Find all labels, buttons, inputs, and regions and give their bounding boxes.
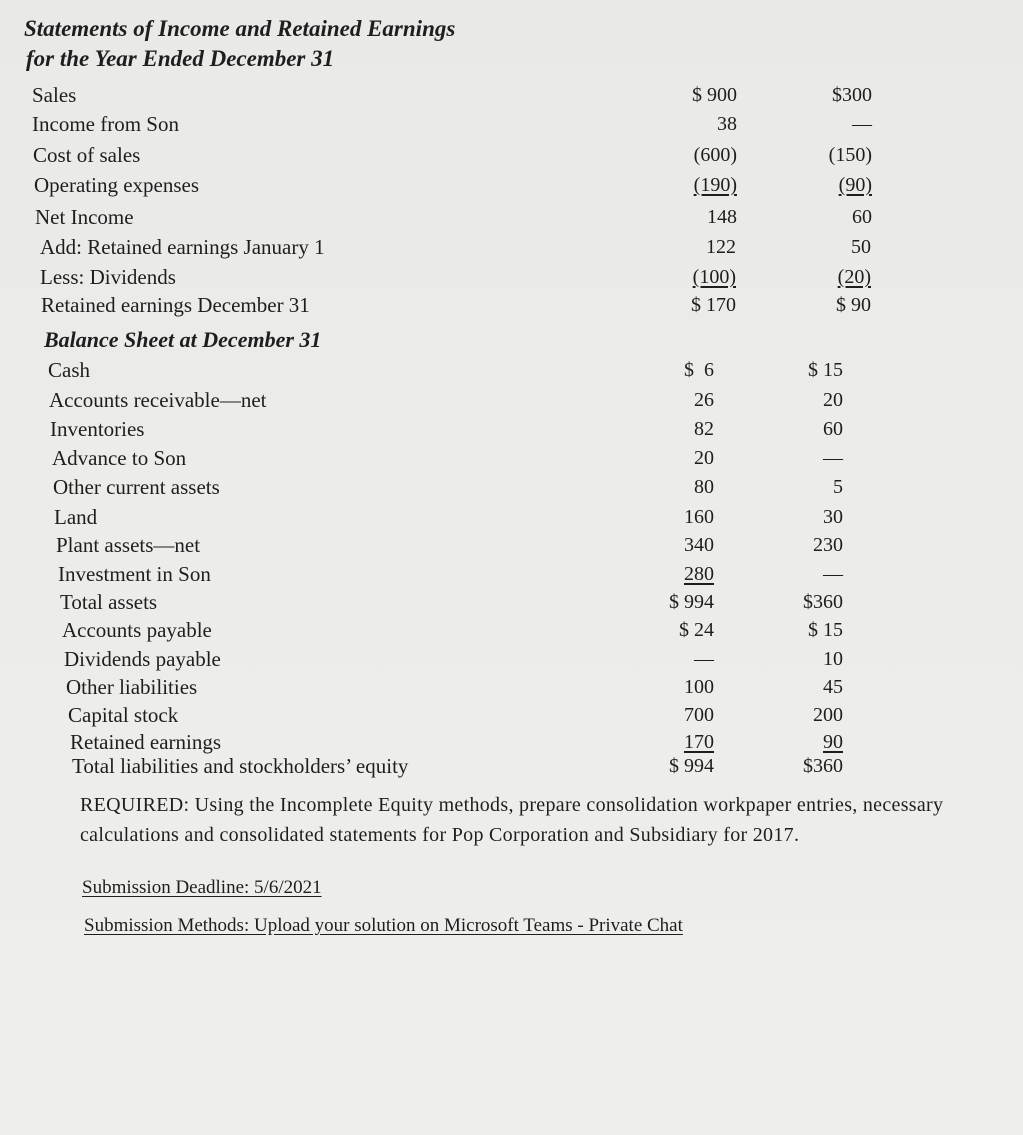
table-row [41,292,901,320]
son-value: 60 [823,418,843,440]
son-value: 10 [823,648,843,670]
son-value: — [823,447,843,469]
son-value: $360 [803,591,843,613]
table-row [53,474,913,502]
row-label: Investment in Son [58,562,211,586]
row-label: Accounts payable [62,618,212,642]
pop-value: 160 [684,506,714,528]
balance-sheet-title: Balance Sheet at December 31 [44,327,322,352]
table-row [72,753,932,781]
row-label: Income from Son [32,112,179,136]
son-value: $ 90 [836,294,871,316]
row-label: Capital stock [68,703,179,727]
row-label: Dividends payable [64,647,221,671]
row-label: Less: Dividends [40,265,176,289]
table-row [40,234,900,262]
row-label: Land [54,505,98,529]
pop-value: $ 994 [669,591,714,613]
income-statement-title: Statements of Income and Retained Earnings [24,16,456,41]
son-value: (90) [838,174,872,196]
row-label: Net Income [35,205,134,229]
row-label: Operating expenses [34,173,200,197]
pop-value: $ 170 [691,294,736,316]
son-value: (20) [837,266,871,288]
son-value: $360 [803,755,843,777]
row-label: Other current assets [53,475,220,499]
table-row [60,589,920,617]
son-value: 230 [813,534,843,556]
son-value: 5 [833,476,843,498]
pop-value: 122 [706,236,736,258]
pop-value: 82 [694,418,714,440]
table-row [68,702,928,730]
son-value: 45 [823,676,843,698]
pop-value: $ 6 [684,359,714,381]
table-row [48,357,908,385]
row-label: Add: Retained earnings January 1 [40,235,325,259]
row-label: Retained earnings December 31 [41,293,310,317]
table-row [32,82,892,110]
son-value: — [852,113,872,135]
son-value: — [823,563,843,585]
row-label: Total assets [60,590,158,614]
son-value: 90 [823,731,843,753]
pop-value: 340 [684,534,714,556]
row-label: Other liabilities [66,675,198,699]
income-statement-subtitle: for the Year Ended December 31 [26,46,335,71]
pop-value: 80 [694,476,714,498]
son-value: $300 [832,84,872,106]
pop-value: 280 [684,563,714,585]
pop-value: 100 [684,676,714,698]
table-row [64,646,924,674]
pop-value: (100) [692,266,736,288]
submission-methods: Submission Methods: Upload your solution on Microsoft Teams - Private Chat [84,915,683,936]
table-row [54,504,914,532]
table-row [40,264,900,292]
submission-deadline: Submission Deadline: 5/6/2021 [82,877,322,898]
pop-value: $ 24 [679,619,714,641]
row-label: Accounts receivable—net [49,388,267,412]
pop-value: $ 994 [669,755,714,777]
son-value: $ 15 [808,619,843,641]
table-row [56,532,916,560]
pop-value: 26 [694,389,714,411]
row-label: Sales [32,83,77,107]
pop-value: — [694,648,714,670]
son-value: 20 [823,389,843,411]
son-value: 60 [852,206,872,228]
son-value: (150) [828,144,872,166]
table-row [62,617,922,645]
table-row [52,445,912,473]
pop-value: 700 [684,704,714,726]
pop-value: 38 [717,113,737,135]
table-row [49,387,909,415]
son-value: 200 [813,704,843,726]
table-row [33,142,893,170]
required-instructions: REQUIRED: Using the Incomplete Equity methods, prepare consolidation workpaper entries, necessary calculations and consolidated statements for Pop Corporation and Subsidiary for 2017. [80,794,944,846]
row-label: Retained earnings [70,730,222,754]
row-label: Total liabilities and stockholders’ equity [72,754,409,778]
pop-value: 20 [694,447,714,469]
row-label: Cost of sales [33,143,141,167]
row-label: Plant assets—net [56,533,201,557]
table-row [58,561,918,589]
row-label: Advance to Son [52,446,187,470]
table-row [34,172,894,200]
pop-value: (190) [693,174,737,196]
row-label: Cash [48,358,90,382]
pop-value: 170 [684,731,714,753]
pop-value: (600) [693,144,737,166]
table-row [66,674,926,702]
son-value: $ 15 [808,359,843,381]
table-row [50,416,910,444]
son-value: 30 [823,506,843,528]
son-value: 50 [851,236,871,258]
pop-value: 148 [707,206,737,228]
row-label: Inventories [50,417,145,441]
pop-value: $ 900 [692,84,737,106]
table-row [35,204,895,232]
table-row [32,111,892,139]
